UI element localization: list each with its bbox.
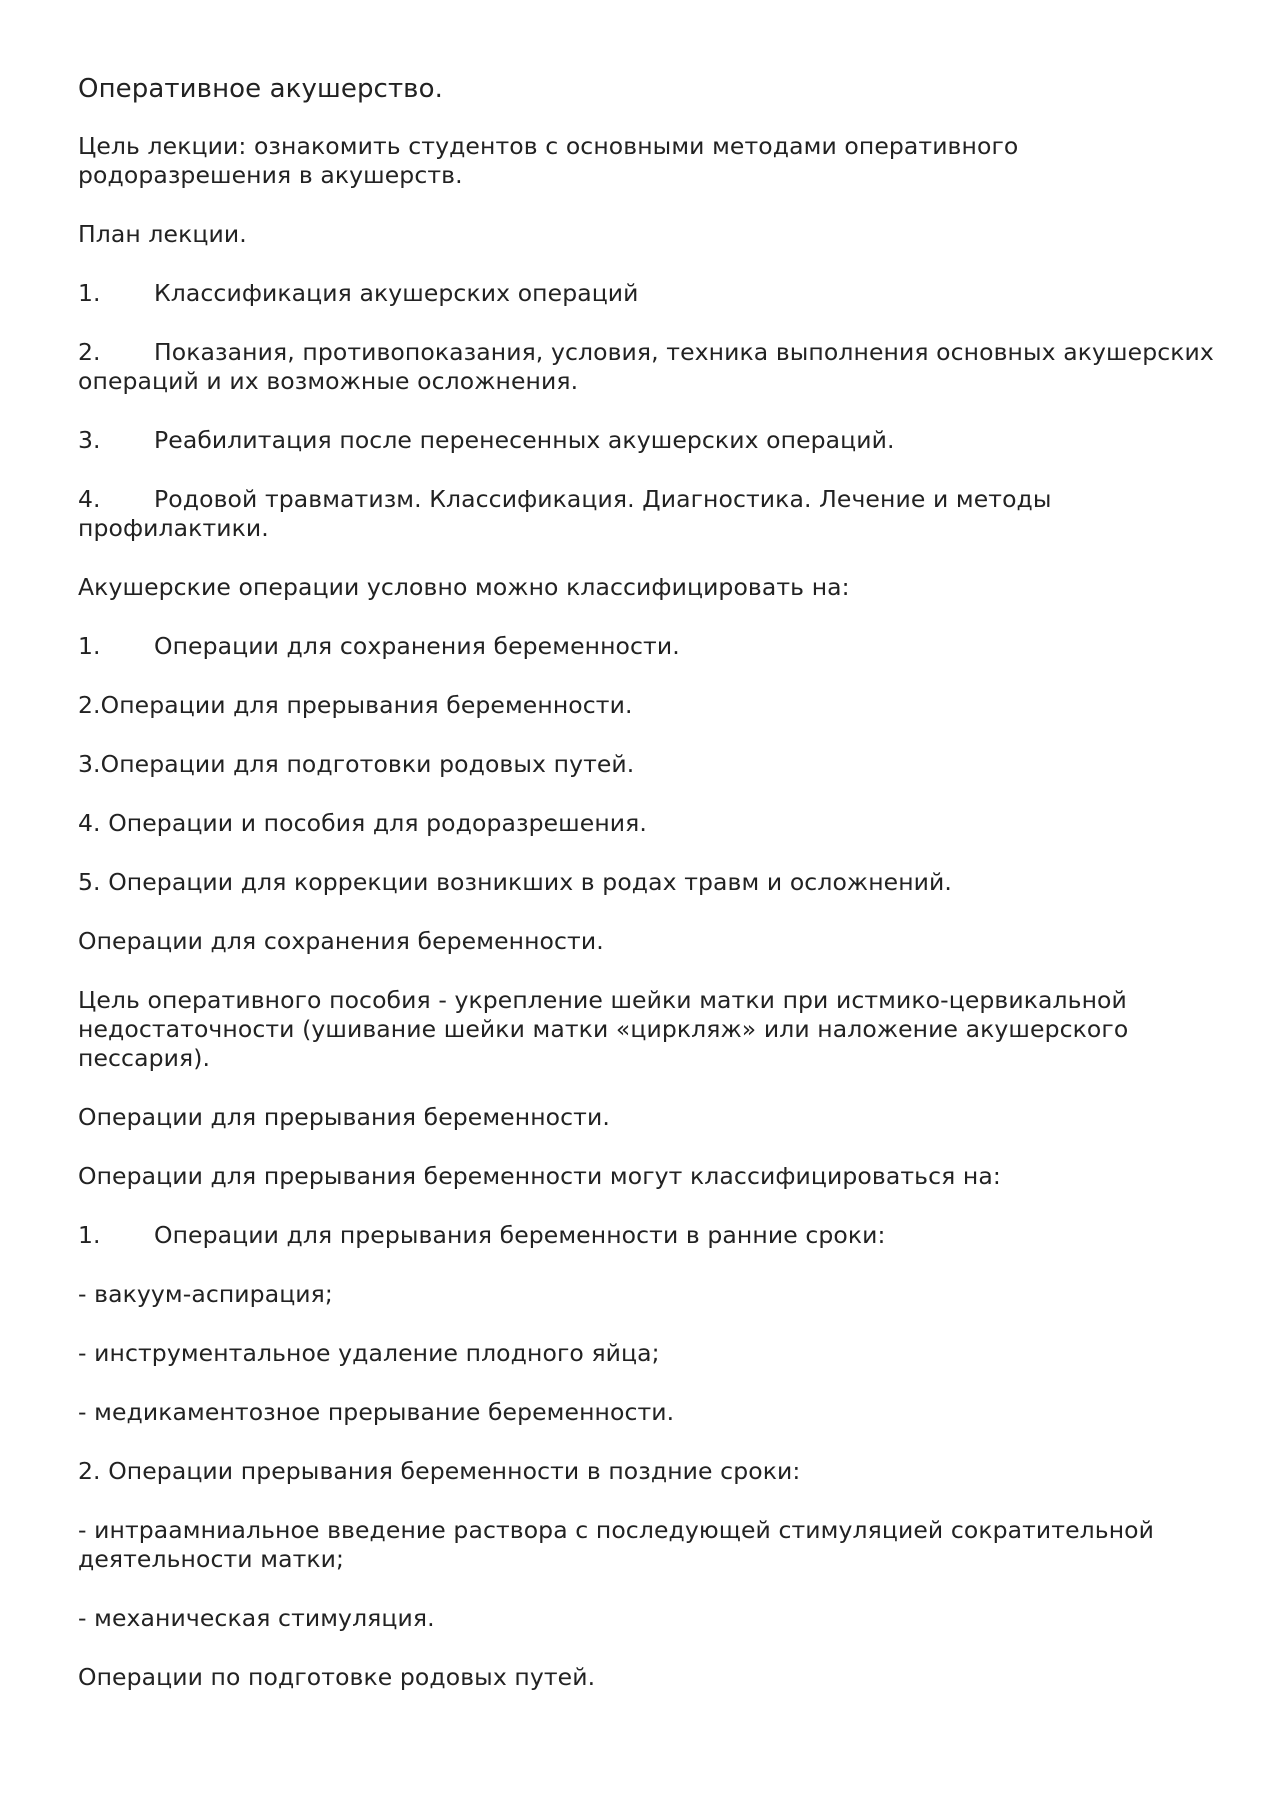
plan-item [78,426,1218,455]
plan-item-number: 2. [78,338,101,366]
plan-item-text: Родовой травматизм. Классификация. Диагностика. Лечение и методы профилактики. [78,485,1052,542]
termination-late-heading: 2. Операции прерывания беременности в поздние сроки: [78,1457,801,1485]
classification-item-text: Операции для сохранения беременности. [154,632,680,660]
plan-item [78,279,1218,308]
document-title: Оперативное акушерство. [78,74,443,104]
classification-item: 2.Операции для прерывания беременности. [78,691,633,719]
classification-item-number: 1. [78,632,101,660]
section-heading-termination: Операции для прерывания беременности. [78,1103,610,1131]
list-item: - интраамниальное введение раствора с последующей стимуляцией сократительной деятельности матки; [78,1516,1155,1573]
list-item: - механическая стимуляция. [78,1604,435,1632]
lecture-goal: Цель лекции: ознакомить студентов с основными методами оперативного родоразрешения в акушерств. [78,132,1019,189]
plan-item-text: Реабилитация после перенесенных акушерских операций. [154,426,895,454]
plan-item [78,485,1218,543]
list-item: - инструментальное удаление плодного яйца; [78,1339,660,1367]
list-item: - медикаментозное прерывание беременности. [78,1398,675,1426]
classification-item [78,632,1218,661]
plan-heading: План лекции. [78,220,247,248]
classification-item: 4. Операции и пособия для родоразрешения. [78,809,647,837]
classification-intro: Акушерские операции условно можно классифицировать на: [78,573,850,601]
termination-early-number: 1. [78,1221,101,1249]
section-heading-preserve: Операции для сохранения беременности. [78,927,604,955]
classification-item: 5. Операции для коррекции возникших в родах травм и осложнений. [78,868,952,896]
plan-item-text: Показания, противопоказания, условия, техника выполнения основных акушерских операций и их возможные осложнения. [78,338,1214,395]
document-page [78,72,1218,1722]
plan-item-text: Классификация акушерских операций [154,279,639,307]
plan-item-number: 4. [78,485,101,513]
section-heading-birth-canal: Операции по подготовке родовых путей. [78,1663,596,1691]
classification-item: 3.Операции для подготовки родовых путей. [78,750,635,778]
section-text-preserve: Цель оперативного пособия - укрепление шейки матки при истмико-цервикальной недостаточности (ушивание шейки матки «циркляж» или наложение акушерского пессария). [78,986,1129,1072]
termination-early-heading [78,1221,1218,1250]
section-intro-termination: Операции для прерывания беременности могут классифицироваться на: [78,1162,1001,1190]
termination-early-text: Операции для прерывания беременности в ранние сроки: [154,1221,886,1249]
plan-item-number: 1. [78,279,101,307]
list-item: - вакуум-аспирация; [78,1280,333,1308]
plan-item [78,338,1218,396]
plan-item-number: 3. [78,426,101,454]
